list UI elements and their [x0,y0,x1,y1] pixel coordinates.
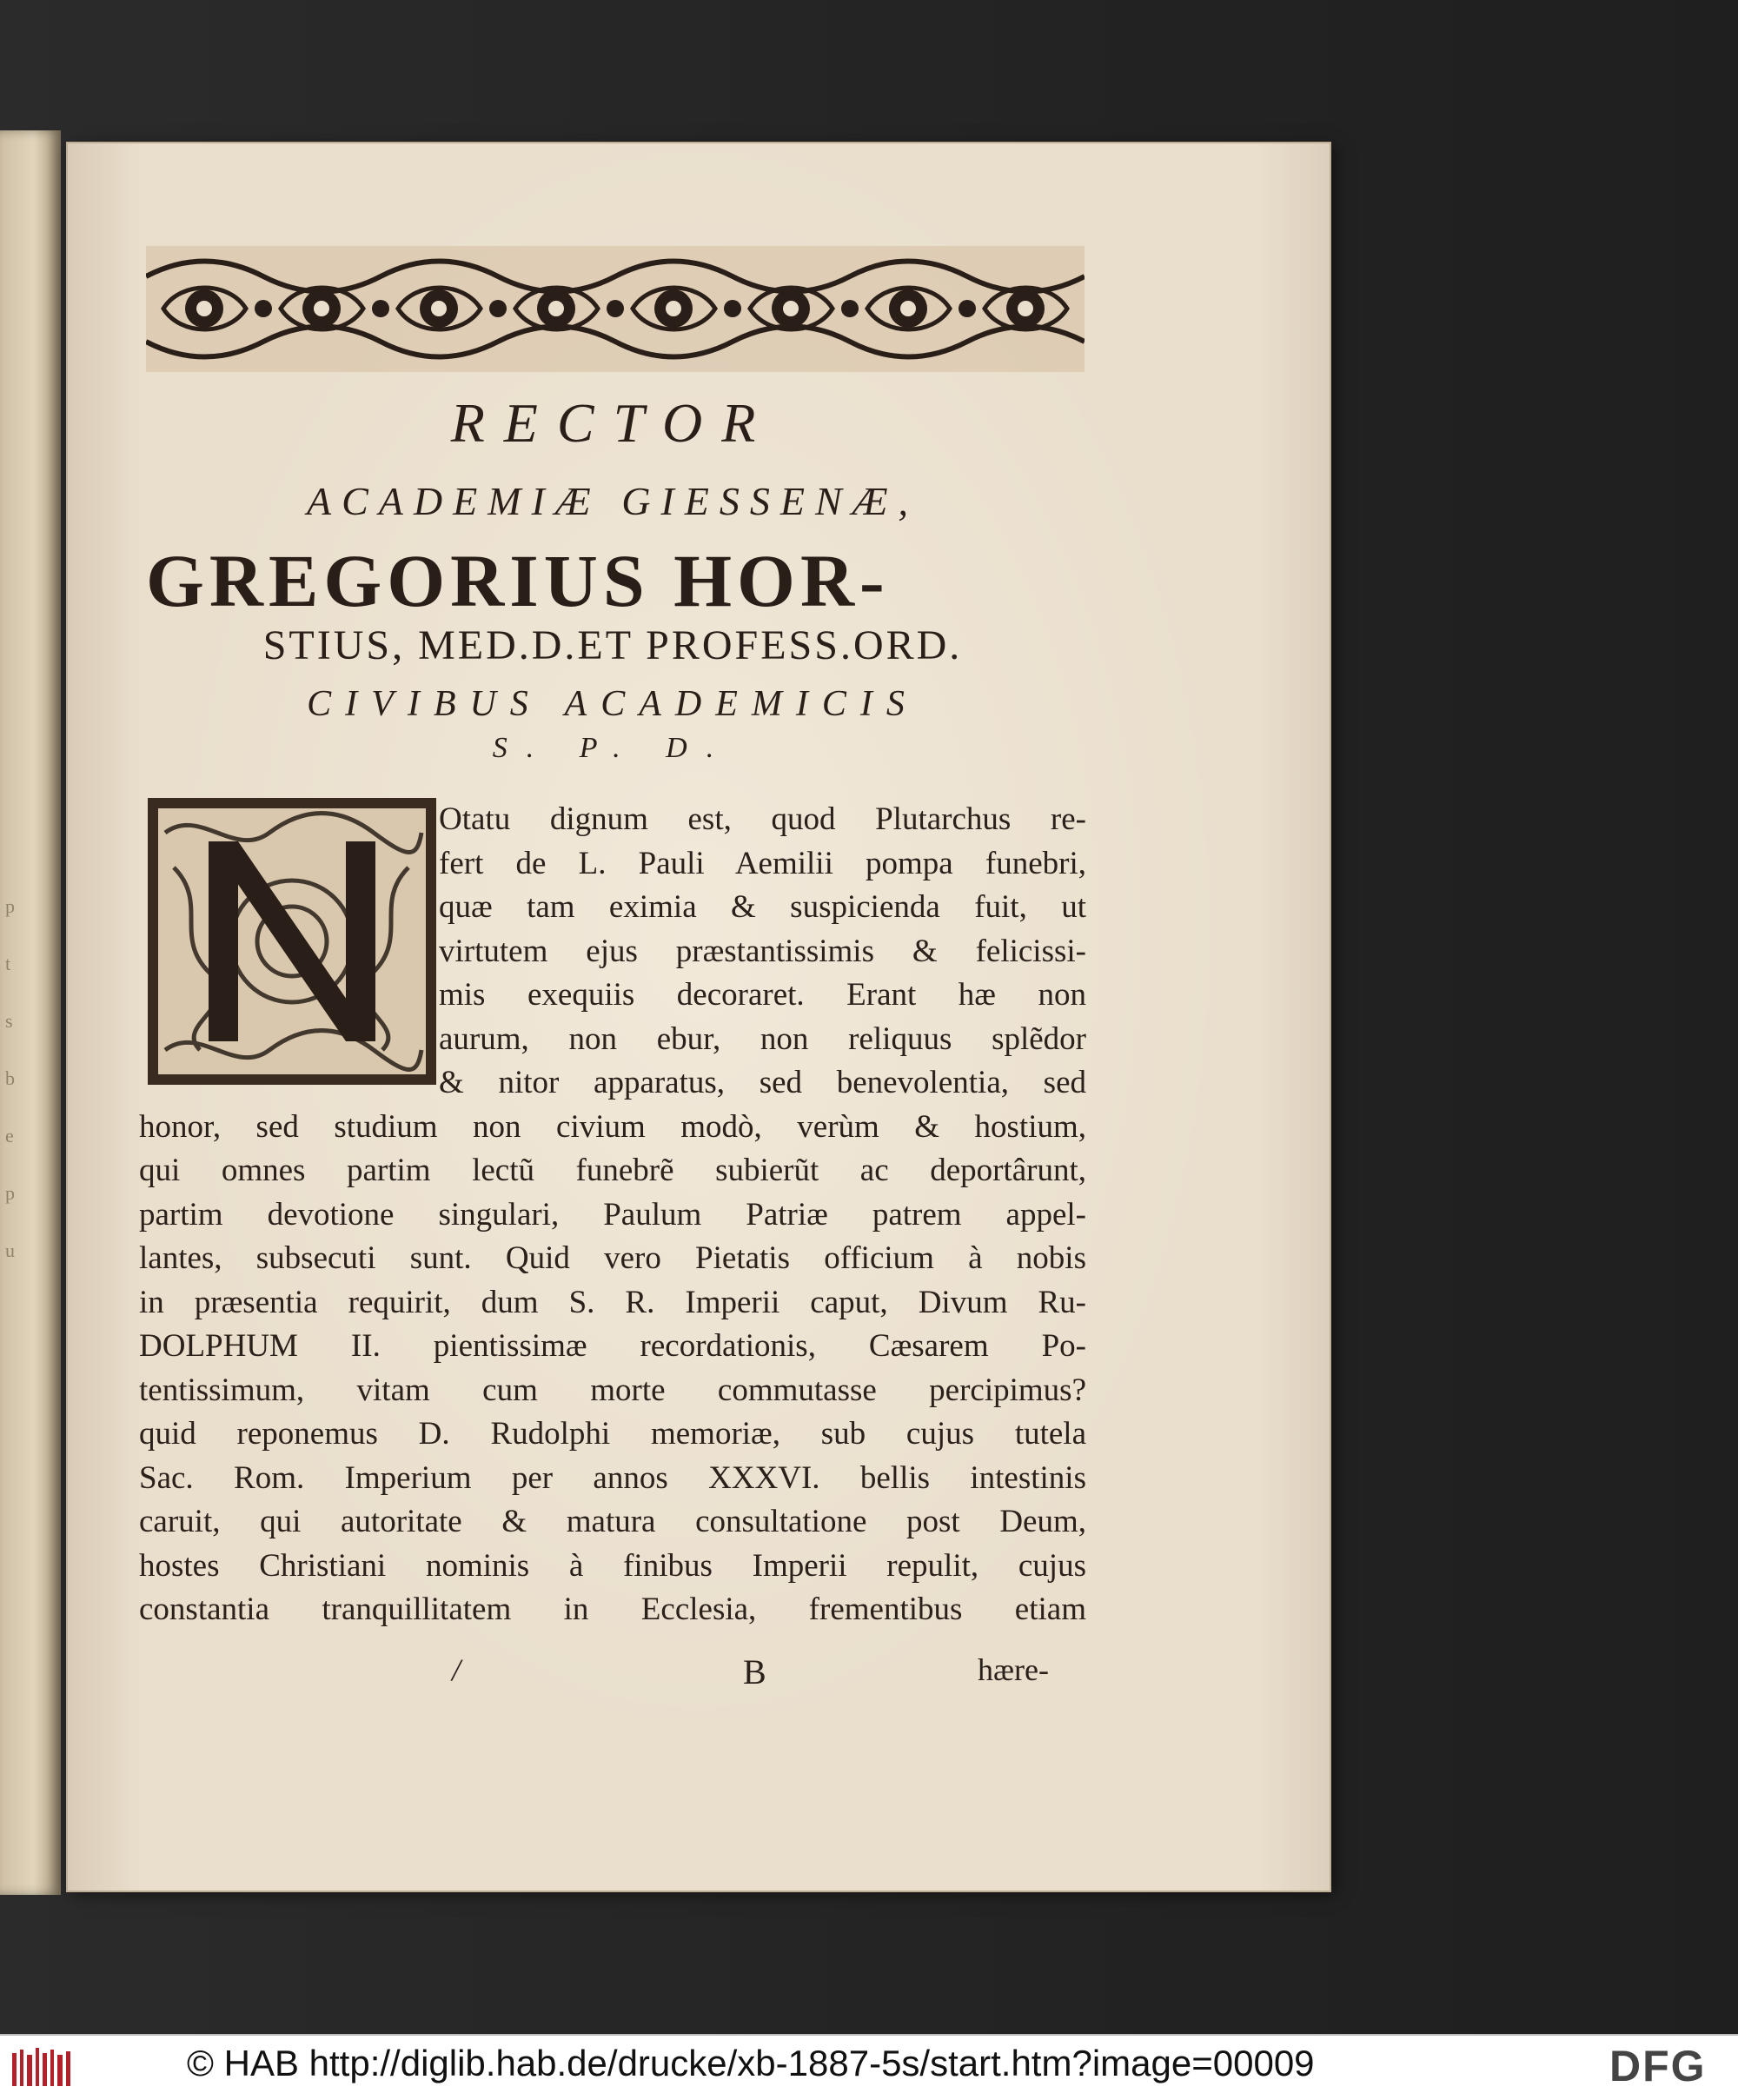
viewer-footer-bar [0,2034,1738,2100]
text-line: Otatu dignum est, quod Plutarchus re- [439,801,1086,837]
edge-marks: p t s b e p u [5,895,15,1261]
heading-name: GREGORIUS HOR- [146,539,890,622]
heading-academy: ACADEMIÆ GIESSENÆ, [306,479,919,523]
hab-logo-icon [12,2046,73,2090]
copyright-url[interactable]: © HAB http://diglib.hab.de/drucke/xb-1887-5s/start.htm?image=00009 [187,2043,1315,2083]
heading-addressees: CIVIBUS ACADEMICIS [307,684,919,724]
text-line: partim devotione singulari, Paulum Patriæ patrem appel- [139,1196,1086,1233]
text-line: virtutem ejus præstantissimis & felicissi- [439,933,1086,969]
text-line: DOLPHUM II. pientissimæ recordationis, Cæsarem Po- [139,1328,1086,1364]
signature-mark: B [743,1652,766,1691]
text-line: honor, sed studium non civium modò, verùm & hostium, [139,1108,1086,1145]
text-line: qui omnes partim lectũ funebrẽ subierũt ac deportârunt, [139,1153,1086,1188]
text-line: mis exequiis decoraret. Erant hæ non [439,977,1086,1013]
dfg-logo: DFG [1609,2042,1707,2090]
previous-page-edge [0,130,61,1895]
heading-rector: RECTOR [450,392,775,454]
text-line: tentissimum, vitam cum morte commutasse percipimus? [139,1372,1086,1408]
text-line: in præsentia requirit, dum S. R. Imperii caput, Divum Ru- [139,1284,1086,1320]
text-line: quid reponemus D. Rudolphi memoriæ, sub cujus tutela [139,1416,1086,1452]
text-line: & nitor apparatus, sed benevolentia, sed [439,1065,1086,1100]
text-line: quæ tam eximia & suspicienda fuit, ut [439,889,1086,925]
page-mark: / [452,1652,461,1687]
text-line: caruit, qui autoritate & matura consultatione post Deum, [139,1504,1086,1539]
heading-salutation: S. P. D. [492,732,733,764]
text-line: constantia tranquillitatem in Ecclesia, frementibus etiam [139,1592,1086,1627]
text-line: lantes, subsecuti sunt. Quid vero Pietatis officium à nobis [139,1240,1086,1276]
text-line: aurum, non ebur, non reliquus splẽdor [439,1020,1086,1057]
headpiece-ornament [146,246,1085,372]
body-text [139,798,1086,1632]
text-line: Sac. Rom. Imperium per annos XXXVI. bellis intestinis [139,1459,1086,1496]
text-line: hostes Christiani nominis à finibus Imperii repulit, cujus [139,1547,1086,1584]
catchword: hære- [978,1652,1049,1687]
text-line: fert de L. Pauli Aemilii pompa funebri, [439,845,1086,881]
heading-titles: STIUS, MED.D.ET PROFESS.ORD. [262,622,963,668]
